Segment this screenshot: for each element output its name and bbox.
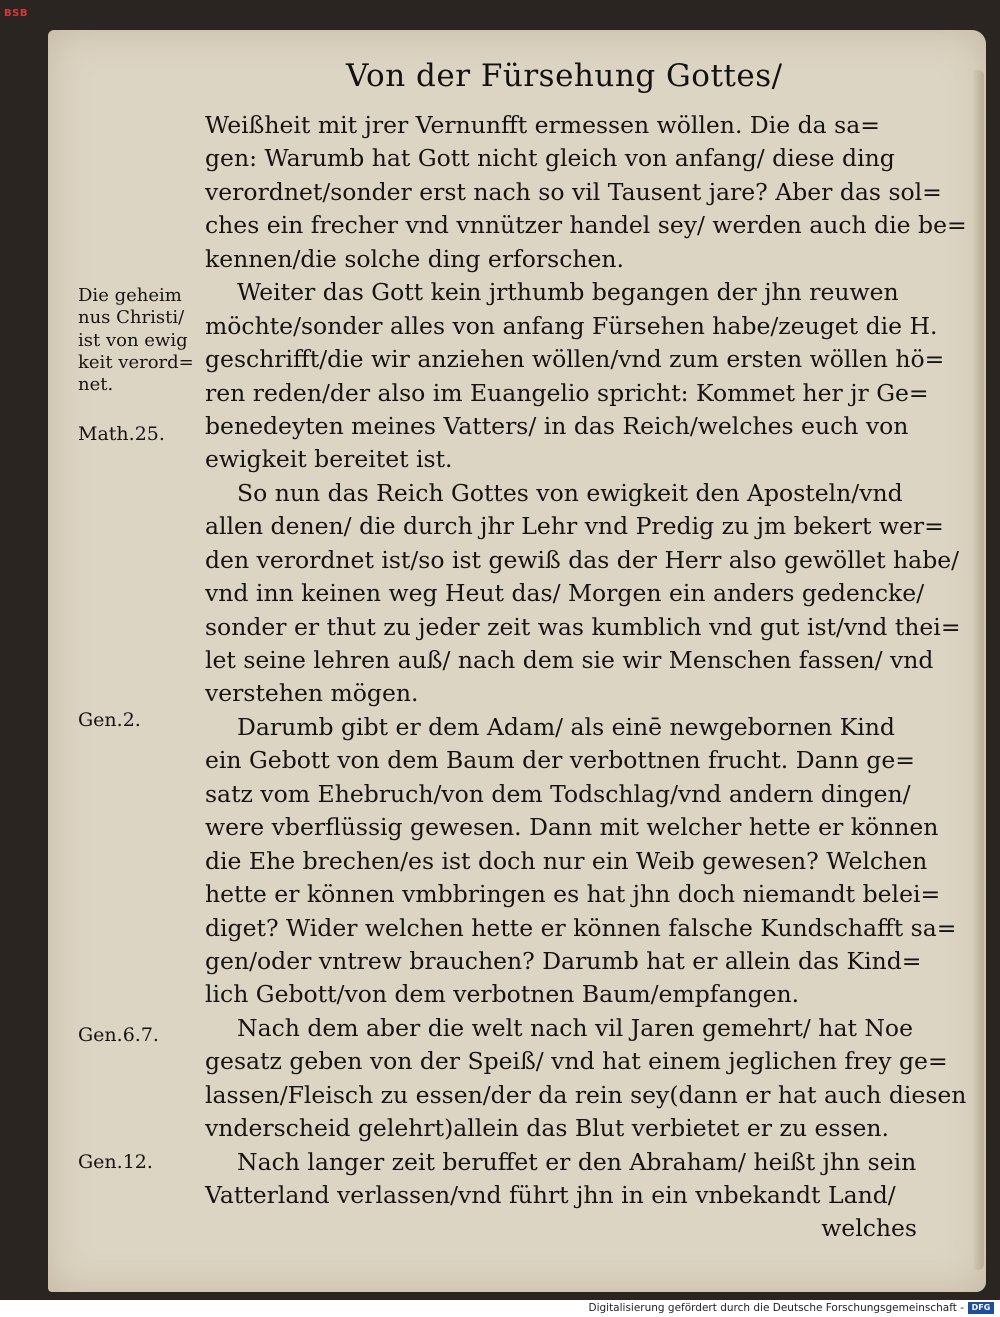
text-line: verordnet/sonder erst nach so vil Tausent jare? Aber das sol=: [205, 177, 942, 206]
text-line: vnd inn keinen weg Heut das/ Morgen ein anders gedencke/: [205, 579, 925, 608]
margin-note-line: keit verord=: [78, 351, 194, 373]
margin-reference: Math.25.: [78, 423, 165, 445]
text-line: let seine lehren auß/ nach dem sie wir Menschen fassen/ vnd: [205, 646, 934, 674]
text-line: were vberflüssig gewesen. Dann mit welcher hette er können: [205, 813, 939, 842]
text-line: vnderscheid gelehrt)allein das Blut verbietet er zu essen.: [205, 1114, 890, 1143]
digitization-footer: [0, 1300, 1000, 1317]
text-line: ches ein frecher vnd vnnützer handel sey/ werden auch die be=: [205, 211, 967, 240]
margin-reference: Gen.2.: [78, 709, 141, 731]
margin-note-line: ist von ewig: [78, 329, 188, 351]
text-line: diget? Wider welchen hette er können falsche Kundschafft sa=: [205, 913, 957, 942]
margin-note-line: nus Christi/: [78, 307, 185, 329]
margin-note-line: Die geheim: [78, 285, 182, 306]
text-line: Darumb gibt er dem Adam/ als einē newgebornen Kind: [237, 712, 895, 741]
text-line: Weißheit mit jrer Vernunfft ermessen wöllen. Die da sa=: [205, 111, 880, 139]
margin-reference: Gen.6.7.: [78, 1024, 159, 1046]
margin-reference: Gen.12.: [78, 1151, 153, 1173]
text-line: gen: Warumb hat Gott nicht gleich von anfang/ diese ding: [205, 144, 895, 173]
text-line: allen denen/ die durch jhr Lehr vnd Predig zu jm bekert wer=: [205, 512, 944, 541]
catchword: welches: [821, 1214, 917, 1243]
text-line: Nach langer zeit beruffet er den Abraham/ heißt jhn sein: [237, 1147, 917, 1176]
text-line: möchte/sonder alles von anfang Fürsehen habe/zeuget die H.: [205, 311, 938, 340]
running-head: Von der Fürsehung Gottes/: [346, 58, 783, 94]
text-line: die Ehe brechen/es ist doch nur ein Weib gewesen? Welchen: [205, 846, 928, 875]
text-line: lich Gebott/von dem verbotnen Baum/empfangen.: [205, 980, 800, 1009]
text-line: geschrifft/die wir anziehen wöllen/vnd zum ersten wöllen hö=: [205, 345, 945, 374]
text-line: hette er können vmbbringen es hat jhn doch niemandt belei=: [205, 880, 941, 909]
text-line: ein Gebott von dem Baum der verbottnen frucht. Dann ge=: [205, 746, 915, 775]
text-line: ewigkeit bereitet ist.: [205, 445, 453, 474]
margin-note: [78, 285, 194, 396]
footer-credit: Digitalisierung gefördert durch die Deutsche Forschungsgemeinschaft -: [588, 1302, 964, 1314]
text-line: So nun das Reich Gottes von ewigkeit den Aposteln/vnd: [237, 478, 903, 507]
library-mark: BSB: [4, 8, 28, 19]
text-line: den verordnet ist/so ist gewiß das der Herr also gewöllet habe/: [205, 545, 960, 574]
text-line: Vatterland verlassen/vnd führt jhn in ein vnbekandt Land/: [205, 1181, 896, 1209]
text-line: gesatz geben von der Speiß/ vnd hat einem jeglichen frey ge=: [205, 1047, 948, 1076]
text-line: gen/oder vntrew brauchen? Darumb hat er allein das Kind=: [205, 946, 922, 975]
main-text-block: [205, 109, 967, 1246]
text-line: Nach dem aber die welt nach vil Jaren gemehrt/ hat Noe: [237, 1013, 913, 1042]
text-line: benedeyten meines Vatters/ in das Reich/welches euch von: [205, 411, 909, 440]
text-line: Weiter das Gott kein jrthumb begangen der jhn reuwen: [237, 278, 899, 307]
text-line: satz vom Ehebruch/von dem Todschlag/vnd andern dingen/: [205, 779, 911, 808]
text-line: kennen/die solche ding erforschen.: [205, 244, 625, 273]
text-line: verstehen mögen.: [205, 679, 419, 708]
text-line: ren reden/der also im Euangelio spricht: Kommet her jr Ge=: [205, 378, 929, 407]
dfg-logo: DFG: [968, 1302, 994, 1314]
text-line: lassen/Fleisch zu essen/der da rein sey(dann er hat auch diesen: [205, 1080, 967, 1109]
margin-note-line: net.: [78, 374, 114, 396]
text-line: sonder er thut zu jeder zeit was kumblich vnd gut ist/vnd thei=: [205, 612, 961, 641]
page-edge: [974, 70, 984, 1270]
